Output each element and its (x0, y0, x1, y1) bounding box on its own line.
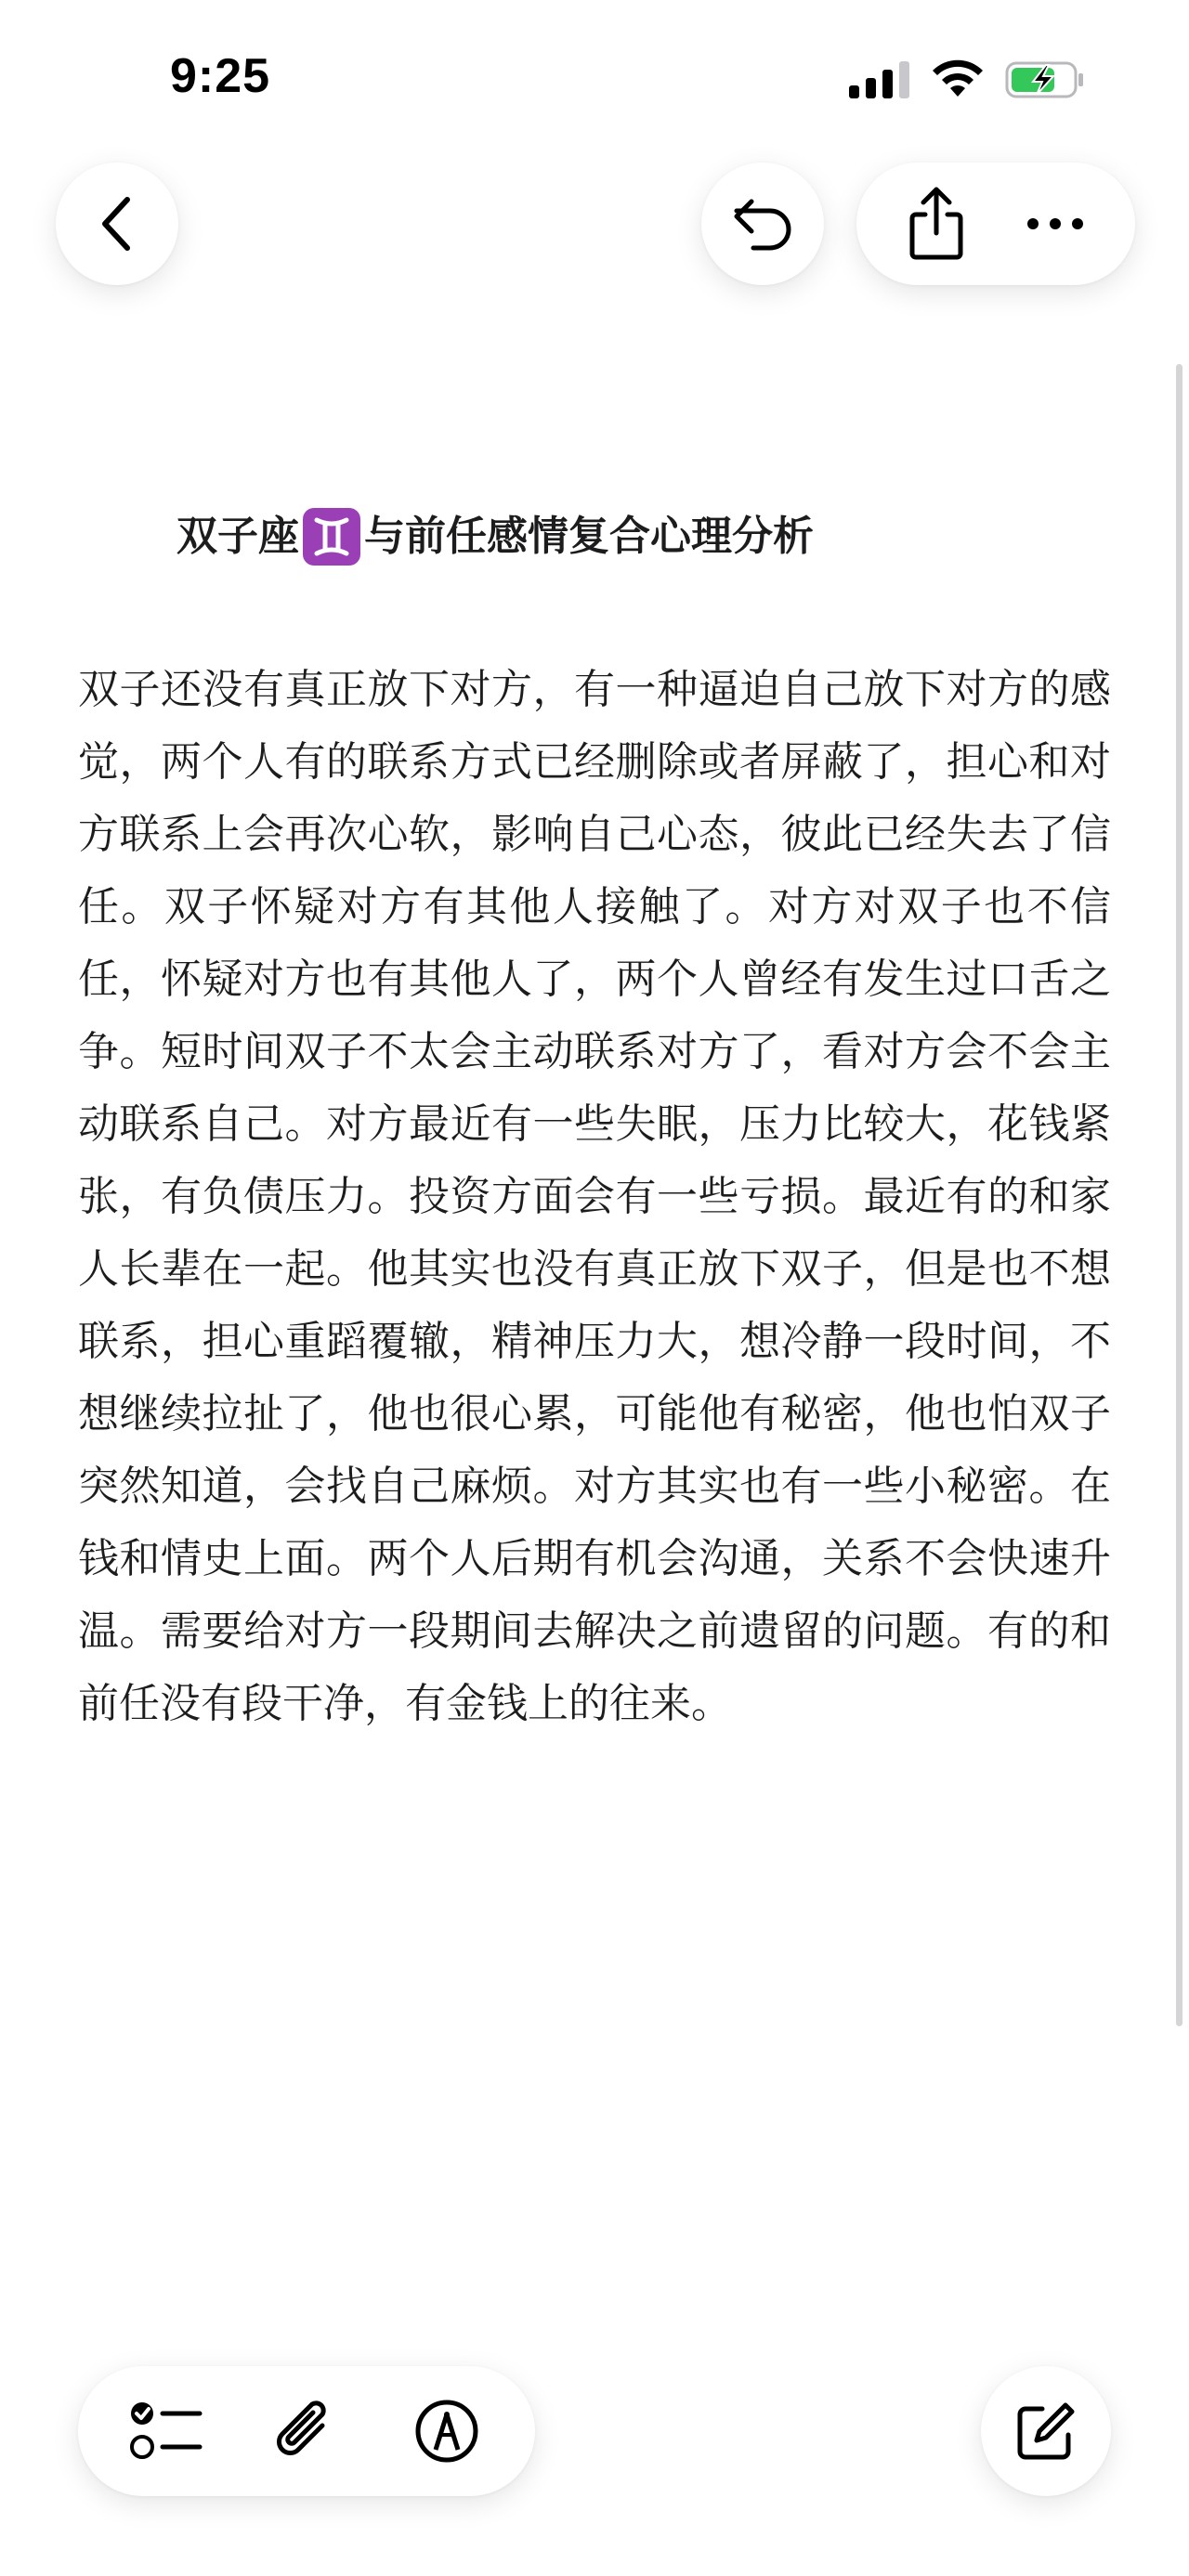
checklist-button[interactable] (115, 2380, 217, 2482)
gemini-sign-icon (303, 508, 360, 566)
undo-button[interactable] (701, 163, 824, 285)
status-icons (849, 58, 1085, 102)
status-bar (0, 0, 1189, 158)
status-time: 9:25 (170, 49, 271, 103)
share-button[interactable] (885, 173, 987, 275)
markup-pen-icon (413, 2398, 480, 2465)
checklist-icon (129, 2399, 203, 2464)
battery-charging-icon (1005, 59, 1085, 100)
wifi-icon (931, 59, 985, 100)
attachment-button[interactable] (255, 2380, 358, 2482)
note-body[interactable]: 双子还没有真正放下对方，有一种逼迫自己放下对方的感觉，两个人有的联系方式已经删除或者屏蔽了，担心和对方联系上会再次心软，影响自己心态，彼此已经失去了信任。双子怀疑对方有其他人接触了。对方对双子也不信任，怀疑对方也有其他人了，两个人曾经有发生过口舌之争。短时间双子不太会主动联系对方了，看对方会不会主动联系自己。对方最近有一些失眠，压力比较大，花钱紧张，有负债压力。投资方面会有一些亏损。最近有的和家人长辈在一起。他其实也没有真正放下双子，但是也不想联系，担心重蹈覆辙，精神压力大，想冷静一段时间，不想继续拉扯了，他也很心累，可能他有秘密，他也怕双子突然知道，会找自己麻烦。对方其实也有一些小秘密。在钱和情史上面。两个人后期有机会沟通，关系不会快速升温。需要给对方一段期间去解决之前遗留的问题。有的和前任没有段干净，有金钱上的往来。 (78, 666, 1111, 1727)
note-title[interactable] (176, 492, 1111, 581)
attachment-icon (274, 2398, 339, 2465)
note-title-prefix: 双子座 (176, 513, 299, 560)
back-button[interactable] (56, 163, 178, 285)
scroll-indicator[interactable] (1176, 364, 1182, 2026)
signal-icon (849, 61, 910, 98)
action-group (856, 163, 1135, 285)
markup-button[interactable] (396, 2380, 498, 2482)
note-title-suffix: 与前任感情复合心理分析 (364, 513, 814, 560)
note-content[interactable] (78, 492, 1111, 1740)
bottom-toolbar (78, 2366, 535, 2496)
compose-icon (1014, 2400, 1078, 2463)
chevron-left-icon (94, 194, 140, 254)
share-icon (907, 187, 966, 261)
compose-button[interactable] (981, 2366, 1111, 2496)
undo-icon (729, 194, 796, 254)
more-icon (1026, 216, 1085, 231)
more-button[interactable] (1004, 173, 1106, 275)
